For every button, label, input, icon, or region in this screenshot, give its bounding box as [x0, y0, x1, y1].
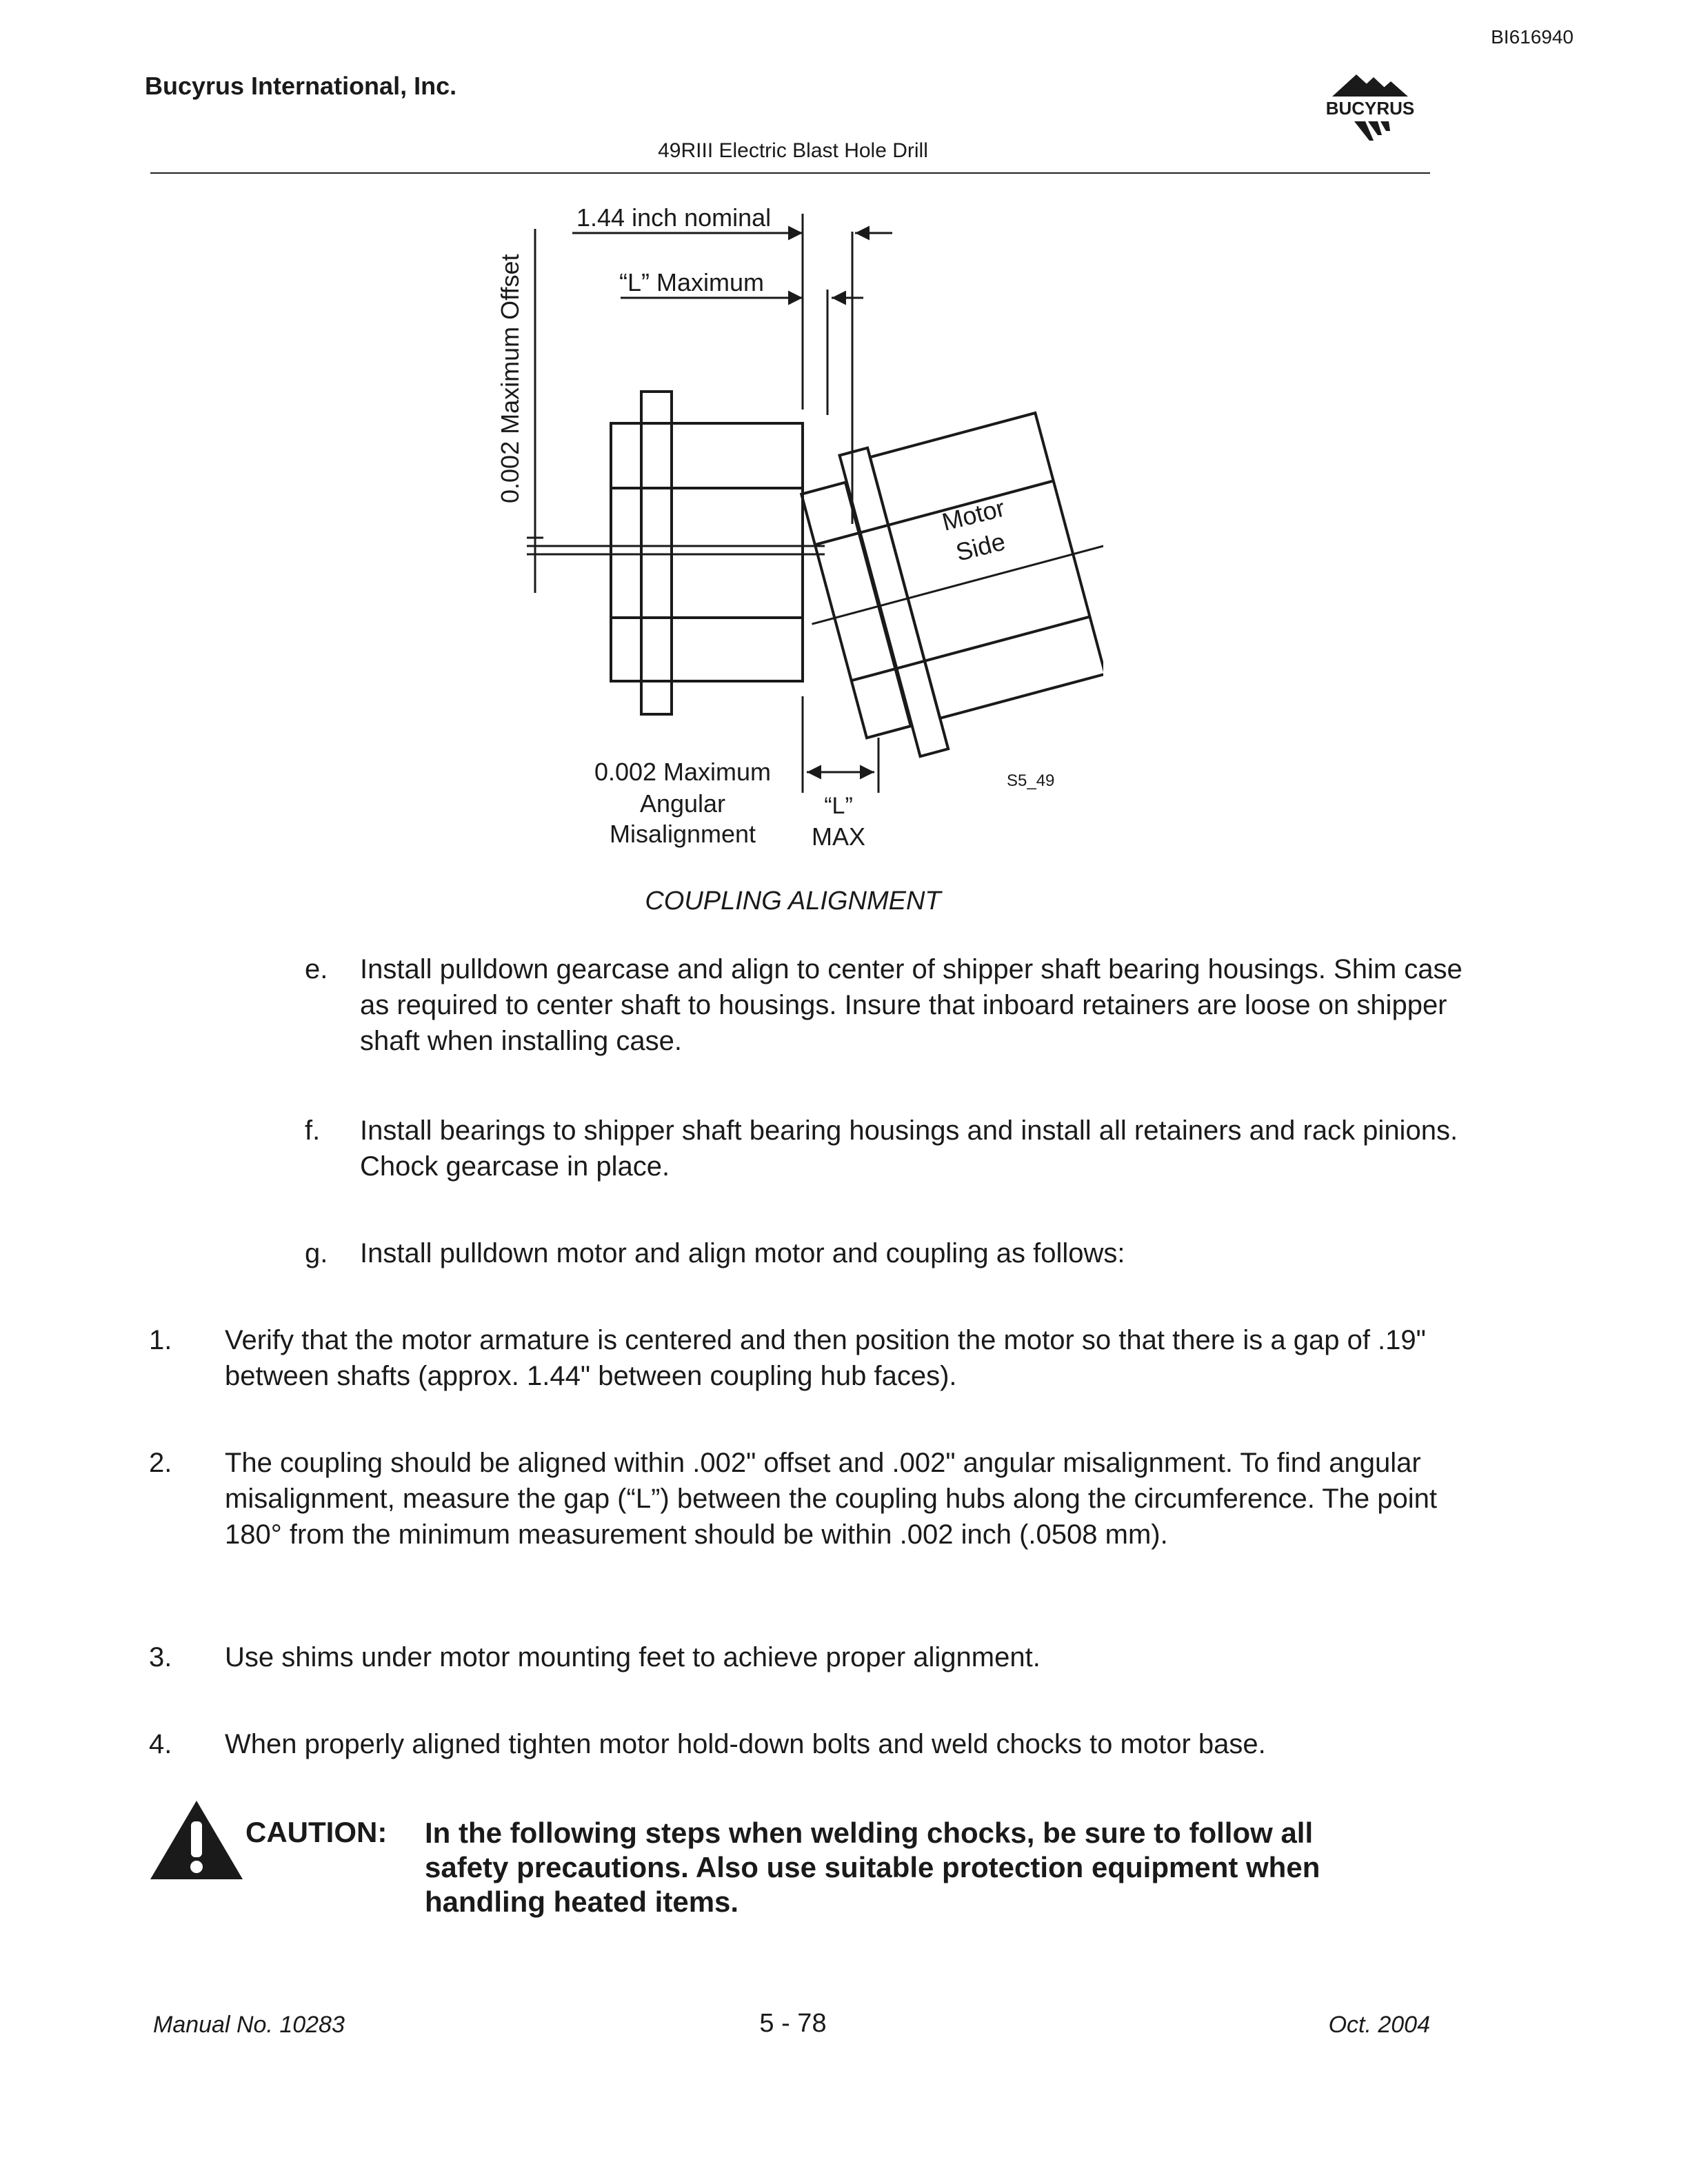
caution-text: In the following steps when welding chocks, be sure to follow all safety precautions. Also use suitable protection equipment when handling heated items.	[425, 1817, 1320, 1918]
step-marker: 4.	[149, 1729, 172, 1759]
motor-side-body	[870, 413, 1103, 718]
footer-page-number: 5 - 78	[759, 2009, 827, 2038]
step-text: The coupling should be aligned within .002" offset and .002" angular misalignment. To find angular misalignment, measure the gap (“L”) between the coupling hubs along the circumference. The point 180° from the minimum measurement should be within .002 inch (.0508 mm).	[225, 1448, 1438, 1550]
label-max-bottom: MAX	[811, 822, 866, 851]
step-text: Install pulldown motor and align motor and coupling as follows:	[360, 1238, 1125, 1268]
step-text: Verify that the motor armature is centered and then position the motor so that there is a gap of .19" between shafts (approx. 1.44" between coupling hub faces).	[225, 1325, 1426, 1391]
label-maximum-offset: 0.002 Maximum Offset	[496, 254, 524, 503]
label-l-bottom: “L”	[824, 793, 853, 819]
footer-date: Oct. 2004	[1328, 2012, 1430, 2038]
header-rule	[150, 172, 1430, 174]
coupling-alignment-figure	[483, 193, 1103, 882]
left-coupling-flange	[641, 392, 672, 714]
step-marker: e.	[305, 954, 328, 984]
step-marker: g.	[305, 1238, 328, 1268]
label-angular-line3: Misalignment	[609, 820, 756, 848]
step-marker: 1.	[149, 1325, 172, 1355]
label-l-maximum-top: “L” Maximum	[619, 268, 765, 296]
figure-caption: COUPLING ALIGNMENT	[645, 887, 941, 916]
step-text: Use shims under motor mounting feet to achieve proper alignment.	[225, 1642, 1041, 1672]
label-angular-line2: Angular	[639, 789, 726, 818]
document-id: BI616940	[1491, 26, 1574, 48]
document-subtitle: 49RIII Electric Blast Hole Drill	[658, 139, 928, 162]
company-name: Bucyrus International, Inc.	[145, 72, 457, 100]
label-side: Side	[953, 527, 1008, 567]
label-angular-line1: 0.002 Maximum	[594, 758, 772, 786]
step-marker: 2.	[149, 1448, 172, 1478]
label-nominal: 1.44 inch nominal	[576, 203, 772, 232]
footer-manual-number: Manual No. 10283	[153, 2012, 345, 2038]
step-marker: 3.	[149, 1642, 172, 1672]
step-text: Install bearings to shipper shaft bearing housings and install all retainers and rack pinions. Chock gearcase in place.	[360, 1115, 1458, 1182]
step-text: Install pulldown gearcase and align to center of shipper shaft bearing housings. Shim case as required to center shaft to housings. Insure that inboard retainers are loose on shipper shaft when installing case.	[360, 954, 1463, 1056]
left-coupling-hub	[611, 423, 803, 681]
caution-label: CAUTION:	[245, 1816, 388, 1848]
label-motor: Motor	[939, 493, 1008, 536]
step-marker: f.	[305, 1115, 321, 1146]
figure-code: S5_49	[1007, 771, 1055, 790]
logo-text: BUCYRUS	[1325, 98, 1415, 119]
warning-triangle-icon	[148, 1798, 245, 1883]
step-text: When properly aligned tighten motor hold-down bolts and weld chocks to motor base.	[225, 1729, 1266, 1759]
